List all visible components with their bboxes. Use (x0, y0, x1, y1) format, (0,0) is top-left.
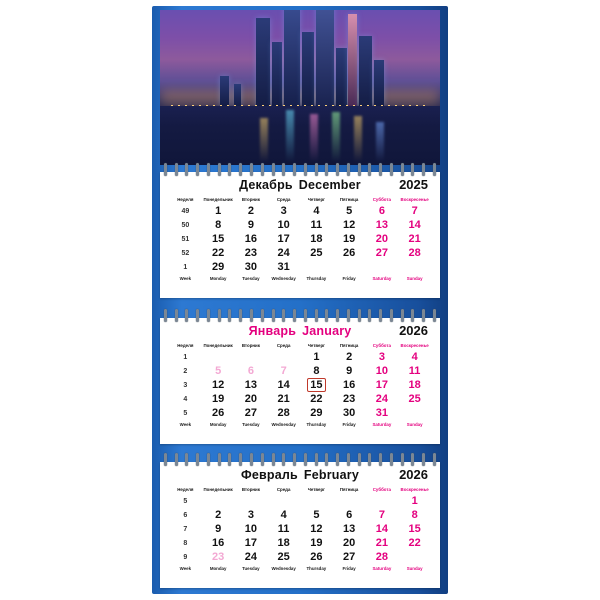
day-cell: 4 (313, 205, 320, 217)
day-cell: 11 (408, 365, 421, 377)
day-cell: 22 (310, 393, 323, 405)
weekday-name-en: Saturday (372, 566, 392, 571)
day-cell: 30 (343, 407, 356, 419)
day-cell: 24 (375, 393, 388, 405)
day-cell: 20 (375, 233, 388, 245)
week-row (169, 378, 431, 392)
day-cell: 22 (408, 537, 421, 549)
week-row (169, 364, 431, 378)
day-cell: 23 (343, 393, 356, 405)
weekday-name-en: Thursday (306, 276, 327, 281)
day-cell: 17 (244, 537, 257, 549)
month-header (160, 462, 440, 484)
month-grid (169, 340, 431, 429)
day-cell: 28 (277, 407, 290, 419)
week-row (169, 232, 431, 246)
weekday-name-en: Saturday (372, 422, 392, 427)
skyline-tower (272, 42, 282, 106)
day-cell: 21 (375, 537, 388, 549)
weekday-name-en: Sunday (406, 566, 423, 571)
skyline-tower (234, 84, 241, 106)
month-name-en: February (303, 468, 359, 482)
day-cell: 27 (375, 247, 388, 259)
day-cell: 30 (244, 261, 257, 273)
day-cell: 19 (343, 233, 356, 245)
week-row (169, 550, 431, 564)
day-cell: 3 (378, 351, 385, 363)
day-cell: 2 (346, 351, 353, 363)
photo-water (160, 106, 440, 165)
week-number: 3 (183, 381, 188, 389)
weekday-name-ru: Пятница (339, 342, 359, 348)
day-cell: 21 (277, 393, 290, 405)
day-cell: 21 (408, 233, 421, 245)
weekday-name-ru: Пятница (339, 486, 359, 492)
day-cell: 20 (244, 393, 257, 405)
weekday-name-en: Monday (209, 422, 227, 427)
day-cell: 29 (310, 407, 323, 419)
day-cell: 13 (244, 379, 257, 391)
week-number: 5 (183, 497, 188, 505)
weekday-header-row (169, 484, 431, 494)
week-row (169, 392, 431, 406)
week-column-footer: Week (179, 566, 192, 571)
week-row (169, 406, 431, 420)
day-cell (235, 350, 268, 364)
weekday-name-ru: Воскресенье (400, 486, 429, 492)
day-cell (267, 494, 300, 508)
day-cell: 19 (212, 393, 225, 405)
day-cell: 29 (212, 261, 225, 273)
calendar-block-december (160, 172, 440, 298)
week-number: 6 (183, 511, 188, 519)
day-cell: 8 (411, 509, 418, 521)
day-cell: 13 (343, 523, 356, 535)
week-row (169, 246, 431, 260)
weekday-footer-row (169, 420, 431, 429)
week-row (169, 494, 431, 508)
weekday-name-ru: Воскресенье (400, 196, 429, 202)
day-cell: 17 (277, 233, 290, 245)
day-cell: 4 (280, 509, 287, 521)
water-reflection (260, 118, 268, 162)
day-cell (202, 350, 235, 364)
day-cell: 16 (212, 537, 225, 549)
weekday-name-en: Thursday (306, 566, 327, 571)
day-cell: 18 (277, 537, 290, 549)
week-number: 5 (183, 409, 188, 417)
water-reflection (376, 122, 384, 162)
weekday-name-ru: Четверг (307, 342, 325, 348)
week-column-header: Неделя (177, 196, 194, 202)
day-cell: 13 (375, 219, 388, 231)
water-reflection (310, 114, 318, 162)
week-column-footer: Week (179, 276, 192, 281)
weekday-name-en: Sunday (406, 276, 423, 281)
day-cell: 27 (244, 407, 257, 419)
week-number: 52 (181, 249, 190, 257)
day-cell: 26 (212, 407, 225, 419)
day-cell: 26 (343, 247, 356, 259)
skyline-tower (256, 18, 270, 106)
day-cell: 12 (310, 523, 323, 535)
year-label: 2026 (399, 323, 428, 338)
day-cell: 31 (277, 261, 290, 273)
day-cell (366, 494, 399, 508)
weekday-name-en: Friday (342, 566, 356, 571)
day-cell: 25 (277, 551, 290, 563)
day-cell: 5 (313, 509, 320, 521)
day-cell: 18 (310, 233, 323, 245)
day-cell (300, 494, 333, 508)
week-number: 2 (183, 367, 188, 375)
calendar-block-february (160, 462, 440, 588)
week-row (169, 260, 431, 274)
day-cell: 11 (310, 219, 323, 231)
day-cell: 6 (247, 365, 254, 377)
day-cell: 9 (247, 219, 254, 231)
week-column-footer: Week (179, 422, 192, 427)
weekday-name-en: Monday (209, 276, 227, 281)
week-number: 7 (183, 525, 188, 533)
weekday-name-en: Friday (342, 422, 356, 427)
weekday-name-ru: Вторник (241, 486, 260, 492)
day-cell: 28 (375, 551, 388, 563)
header-photo (160, 10, 440, 165)
day-cell: 24 (244, 551, 257, 563)
day-cell (300, 378, 333, 392)
skyline-tower (284, 10, 300, 106)
weekday-name-en: Tuesday (242, 422, 260, 427)
week-number: 9 (183, 553, 188, 561)
weekday-name-en: Wednesday (271, 566, 296, 571)
week-row (169, 204, 431, 218)
weekday-name-en: Thursday (306, 422, 327, 427)
month-name-en: December (298, 178, 361, 192)
day-cell: 27 (343, 551, 356, 563)
day-cell: 5 (346, 205, 353, 217)
day-cell: 14 (277, 379, 290, 391)
day-cell: 9 (346, 365, 353, 377)
water-reflection (332, 112, 340, 162)
weekday-name-en: Friday (342, 276, 356, 281)
week-column-header: Неделя (177, 342, 194, 348)
day-cell: 4 (411, 351, 418, 363)
day-cell (333, 260, 366, 274)
day-cell (235, 494, 268, 508)
week-row (169, 536, 431, 550)
day-cell (366, 260, 399, 274)
month-name-ru: Январь (248, 324, 297, 338)
day-cell: 17 (375, 379, 388, 391)
weekday-footer-row (169, 564, 431, 573)
weekday-name-ru: Понедельник (203, 342, 233, 348)
week-number: 1 (183, 263, 188, 271)
day-cell: 26 (310, 551, 323, 563)
month-grid (169, 194, 431, 283)
day-cell: 9 (215, 523, 222, 535)
day-cell: 10 (277, 219, 290, 231)
month-header (160, 318, 440, 340)
year-label: 2025 (399, 177, 428, 192)
day-cell: 31 (375, 407, 388, 419)
weekday-name-ru: Суббота (372, 196, 391, 202)
week-number: 1 (183, 353, 188, 361)
day-cell (333, 494, 366, 508)
day-cell: 10 (244, 523, 257, 535)
weekday-name-en: Monday (209, 566, 227, 571)
day-cell: 12 (212, 379, 225, 391)
weekday-name-en: Tuesday (242, 566, 260, 571)
week-number: 4 (183, 395, 188, 403)
day-cell: 16 (343, 379, 356, 391)
day-cell: 8 (313, 365, 320, 377)
day-cell: 28 (408, 247, 421, 259)
weekday-name-ru: Воскресенье (400, 342, 429, 348)
day-cell: 7 (411, 205, 418, 217)
weekday-name-ru: Вторник (241, 196, 260, 202)
day-cell: 1 (313, 351, 320, 363)
month-grid (169, 484, 431, 573)
day-cell: 18 (408, 379, 421, 391)
water-reflection (354, 116, 362, 162)
month-name-ru: Февраль (240, 468, 298, 482)
day-cell: 16 (244, 233, 257, 245)
day-cell: 14 (375, 523, 388, 535)
day-cell: 15 (212, 233, 225, 245)
weekday-name-ru: Среда (276, 486, 291, 492)
day-cell (398, 260, 431, 274)
week-number: 8 (183, 539, 188, 547)
day-cell (202, 494, 235, 508)
weekday-name-ru: Суббота (372, 342, 391, 348)
week-number: 50 (181, 221, 190, 229)
weekday-name-ru: Четверг (307, 196, 325, 202)
week-row (169, 218, 431, 232)
day-cell: 10 (375, 365, 388, 377)
day-cell: 15 (408, 523, 421, 535)
weekday-name-en: Tuesday (242, 276, 260, 281)
weekday-name-ru: Среда (276, 196, 291, 202)
weekday-name-ru: Суббота (372, 486, 391, 492)
weekday-name-en: Saturday (372, 276, 392, 281)
weekday-name-ru: Понедельник (203, 196, 233, 202)
weekday-name-ru: Пятница (339, 196, 359, 202)
day-cell: 12 (343, 219, 356, 231)
day-cell: 1 (411, 495, 418, 507)
day-cell: 2 (215, 509, 222, 521)
day-cell (398, 406, 431, 420)
day-cell: 14 (408, 219, 421, 231)
day-cell: 19 (310, 537, 323, 549)
month-name-en: January (302, 324, 352, 338)
calendar-block-january (160, 318, 440, 444)
day-cell (267, 350, 300, 364)
week-column-header: Неделя (177, 486, 194, 492)
weekday-header-row (169, 194, 431, 204)
today-marker: 15 (307, 378, 325, 392)
weekday-name-en: Wednesday (271, 276, 296, 281)
day-cell (300, 260, 333, 274)
day-cell: 11 (277, 523, 290, 535)
week-row (169, 522, 431, 536)
weekday-name-ru: Четверг (307, 486, 325, 492)
day-cell: 3 (247, 509, 254, 521)
day-cell: 3 (280, 205, 287, 217)
skyline-tower (336, 48, 347, 106)
skyline-tower (220, 76, 229, 106)
day-cell: 7 (280, 365, 287, 377)
weekday-header-row (169, 340, 431, 350)
day-cell: 25 (408, 393, 421, 405)
day-cell: 2 (247, 205, 254, 217)
skyline-tower (348, 14, 357, 106)
week-row (169, 508, 431, 522)
day-cell: 5 (215, 365, 222, 377)
weekday-name-ru: Среда (276, 342, 291, 348)
day-cell: 22 (212, 247, 225, 259)
day-cell: 20 (343, 537, 356, 549)
day-cell: 24 (277, 247, 290, 259)
skyline-tower (374, 60, 384, 106)
water-reflection (286, 110, 294, 162)
weekday-name-en: Wednesday (271, 422, 296, 427)
weekday-footer-row (169, 274, 431, 283)
day-cell (398, 550, 431, 564)
weekday-name-en: Sunday (406, 422, 423, 427)
day-cell: 8 (215, 219, 222, 231)
week-number: 51 (181, 235, 190, 243)
skyline-tower (316, 10, 334, 106)
week-row (169, 350, 431, 364)
day-cell: 6 (346, 509, 353, 521)
day-cell: 6 (378, 205, 385, 217)
weekday-name-ru: Понедельник (203, 486, 233, 492)
month-name-ru: Декабрь (239, 178, 293, 192)
day-cell: 23 (244, 247, 257, 259)
month-header (160, 172, 440, 194)
day-cell: 25 (310, 247, 323, 259)
skyline-tower (359, 36, 372, 106)
day-cell: 1 (215, 205, 222, 217)
skyline-tower (302, 32, 314, 106)
weekday-name-ru: Вторник (241, 342, 260, 348)
week-number: 49 (181, 207, 190, 215)
day-cell: 23 (212, 551, 225, 563)
year-label: 2026 (399, 467, 428, 482)
day-cell: 7 (378, 509, 385, 521)
